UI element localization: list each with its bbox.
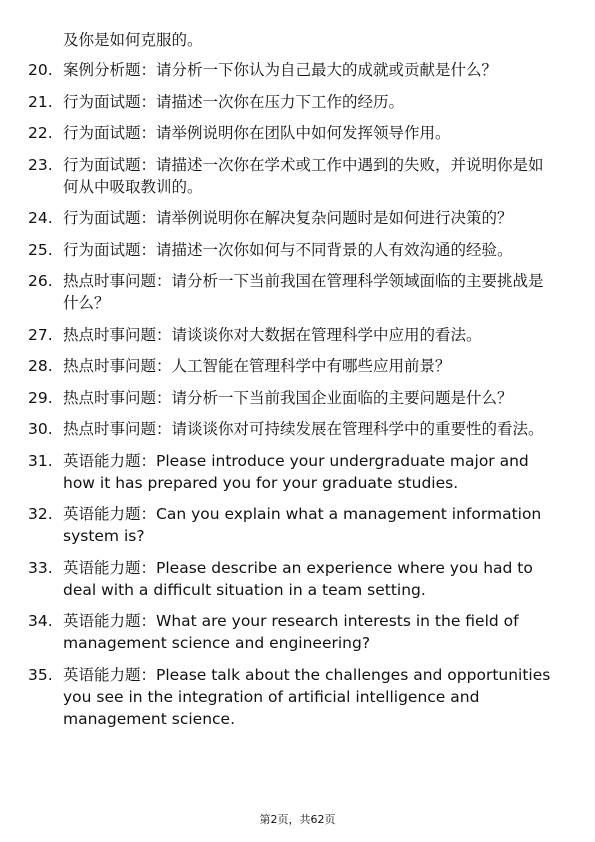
list-item (0, 355, 595, 377)
list-item (0, 557, 595, 601)
question-text: 行为面试题：请举例说明你在团队中如何发挥领导作用。 (63, 124, 451, 142)
question-number: 26. (28, 272, 53, 290)
question-number: 21. (28, 92, 53, 111)
question-number: 28. (28, 357, 53, 375)
question-text: 英语能力题：Please talk about the challenges and opportunities you see in the integration of artificial intelligence and management science. (63, 665, 551, 728)
question-number: 22. (28, 124, 53, 142)
question-text: 行为面试题：请描述一次你在压力下工作的经历。 (63, 92, 405, 111)
list-item (0, 387, 595, 409)
question-text: 热点时事问题：人工智能在管理科学中有哪些应用前景？ (63, 357, 451, 375)
list-item (0, 91, 595, 113)
list-item (0, 324, 595, 346)
question-text: 热点时事问题：请谈谈你对可持续发展在管理科学中的重要性的看法。 (63, 420, 544, 438)
question-number: 27. (28, 325, 53, 344)
question-text: 热点时事问题：请分析一下当前我国在管理科学领域面临的主要挑战是什么？ (63, 272, 544, 312)
question-number: 20. (28, 61, 53, 79)
list-item (0, 270, 595, 314)
question-number: 25. (28, 240, 53, 259)
question-text: 案例分析题：请分析一下你认为自己最大的成就或贡献是什么？ (63, 61, 498, 79)
continuation-text: 及你是如何克服的。 (63, 31, 203, 49)
question-text: 热点时事问题：请分析一下当前我国企业面临的主要问题是什么？ (63, 388, 513, 407)
question-number: 24. (28, 209, 53, 227)
question-number: 34. (28, 612, 53, 630)
question-text: 热点时事问题：请谈谈你对大数据在管理科学中应用的看法。 (63, 325, 482, 344)
question-text: 行为面试题：请举例说明你在解决复杂问题时是如何进行决策的？ (63, 209, 513, 227)
question-number: 31. (28, 451, 53, 470)
question-number: 32. (28, 505, 53, 523)
question-number: 30. (28, 420, 53, 438)
list-item (0, 122, 595, 144)
list-item (0, 610, 595, 654)
question-number: 33. (28, 558, 53, 577)
question-text: 行为面试题：请描述一次你在学术或工作中遇到的失败，并说明你是如何从中吸取教训的。 (63, 155, 544, 196)
question-number: 35. (28, 665, 53, 684)
list-item (0, 418, 595, 440)
list-item (0, 450, 595, 494)
question-list (0, 59, 595, 739)
list-item (0, 154, 595, 198)
list-item (0, 503, 595, 547)
question-text: 行为面试题：请描述一次你如何与不同背景的人有效沟通的经验。 (63, 240, 513, 259)
question-text: 英语能力题：Please introduce your undergraduate major and how it has prepared you for your graduate studies. (63, 451, 529, 492)
question-number: 29. (28, 388, 53, 407)
page-footer: 第2页，共62页 (259, 813, 336, 826)
list-item (0, 664, 595, 730)
question-text: 英语能力题：Can you explain what a management information system is? (63, 505, 542, 545)
question-text: 英语能力题：Please describe an experience where you had to deal with a difficult situation in a team setting. (63, 558, 533, 599)
list-item (0, 59, 595, 81)
question-number: 23. (28, 155, 53, 174)
list-item (0, 207, 595, 229)
question-text: 英语能力题：What are your research interests in the field of management science and engineering? (63, 612, 519, 652)
list-item (0, 239, 595, 261)
